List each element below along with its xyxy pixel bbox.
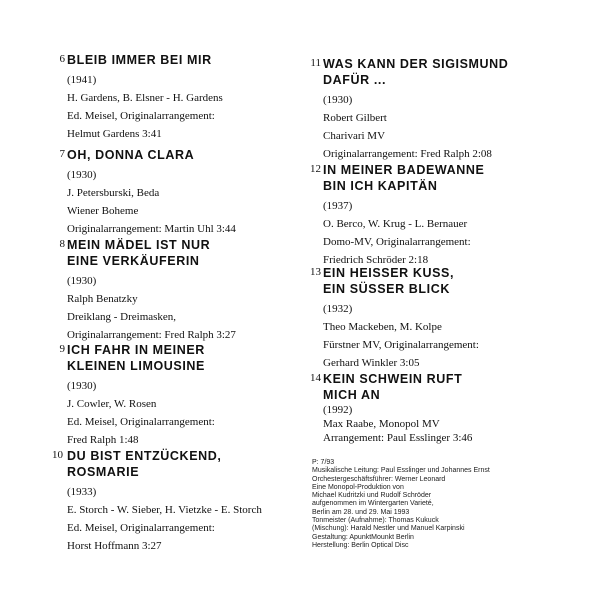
- track-credit: Originalarrangement: Fred Ralph 3:27: [67, 329, 236, 341]
- track-number: 12: [310, 163, 321, 175]
- track-year: (1933): [67, 486, 97, 498]
- track-8: [49, 237, 294, 344]
- track-title: [67, 237, 294, 269]
- track-title-line: MEIN MÄDEL IST NUR: [67, 238, 211, 252]
- track-credit: J. Cowler, W. Rosen: [67, 398, 157, 410]
- credit-line: Gestaltung: ApunktMounkt Berlin: [312, 533, 414, 541]
- credit-line: Musikalische Leitung: Paul Esslinger und Johannes Ernst: [312, 467, 490, 475]
- track-credit: Helmut Gardens 3:41: [67, 128, 162, 140]
- track-11: [305, 56, 595, 163]
- track-title-line: BLEIB IMMER BEI MIR: [67, 53, 212, 67]
- track-credit: Originalarrangement: Martin Uhl 3:44: [67, 223, 236, 235]
- credit-line: Michael Kudritzki und Rudolf Schröder: [312, 492, 432, 500]
- track-title-line: KEIN SCHWEIN RUFT: [323, 372, 463, 386]
- track-credit: Arrangement: Paul Esslinger 3:46: [323, 432, 473, 444]
- track-number: 14: [310, 372, 321, 384]
- track-credit: Dreiklang - Dreimasken,: [67, 311, 177, 323]
- track-credit: Theo Mackeben, M. Kolpe: [323, 321, 442, 333]
- track-credit: Horst Hoffmann 3:27: [67, 540, 162, 552]
- track-title-line: BIN ICH KAPITÄN: [323, 179, 438, 193]
- credit-line: (Mischung): Harald Nestler und Manuel Karpinski: [312, 525, 465, 533]
- track-title: [323, 56, 595, 88]
- track-number: 6: [59, 53, 65, 65]
- production-credits: [312, 459, 512, 550]
- track-credit: Ed. Meisel, Originalarrangement:: [67, 110, 215, 122]
- track-title: [323, 371, 595, 403]
- track-title-line: EINE VERKÄUFERIN: [67, 254, 200, 268]
- track-number: 10: [52, 449, 63, 461]
- track-credit: Fürstner MV, Originalarrangement:: [323, 339, 479, 351]
- track-year: (1932): [323, 303, 353, 315]
- track-title-line: IN MEINER BADEWANNE: [323, 163, 485, 177]
- track-credit: Gerhard Winkler 3:05: [323, 357, 420, 369]
- track-credit: Max Raabe, Monopol MV: [323, 418, 440, 430]
- track-title-line: EIN HEISSER KUSS,: [323, 266, 455, 280]
- track-year: (1992): [323, 404, 353, 416]
- track-title-line: EIN SÜSSER BLICK: [323, 282, 450, 296]
- track-credit: Wiener Boheme: [67, 205, 139, 217]
- track-credit: J. Petersburski, Beda: [67, 187, 160, 199]
- track-credit: Originalarrangement: Fred Ralph 2:08: [323, 148, 492, 160]
- track-title-line: ICH FAHR IN MEINER: [67, 343, 205, 357]
- credit-line: Berlin am 28. und 29. Mai 1993: [312, 508, 410, 516]
- track-title-line: OH, DONNA CLARA: [67, 148, 195, 162]
- track-year: (1930): [67, 169, 97, 181]
- track-title-line: DU BIST ENTZÜCKEND,: [67, 449, 222, 463]
- track-credit: Charivari MV: [323, 130, 386, 142]
- track-6: [49, 52, 294, 143]
- track-credit: Ed. Meisel, Originalarrangement:: [67, 416, 215, 428]
- credit-line: Tonmeister (Aufnahme): Thomas Kukuck: [312, 517, 439, 525]
- track-credit: H. Gardens, B. Elsner - H. Gardens: [67, 92, 223, 104]
- track-number: 8: [59, 238, 65, 250]
- track-title-line: KLEINEN LIMOUSINE: [67, 359, 205, 373]
- track-number: 11: [310, 57, 321, 69]
- track-title-line: MICH AN: [323, 388, 381, 402]
- credit-line: aufgenommen im Wintergarten Varieté,: [312, 500, 434, 508]
- track-credit: O. Berco, W. Krug - L. Bernauer: [323, 218, 468, 230]
- track-number: 7: [59, 148, 65, 160]
- track-number: 9: [59, 343, 65, 355]
- track-title: [323, 162, 595, 194]
- track-title: [67, 448, 294, 480]
- track-title-line: DAFÜR ...: [323, 73, 387, 87]
- track-title: [67, 147, 294, 163]
- track-7: [49, 147, 294, 238]
- track-title-line: WAS KANN DER SIGISMUND: [323, 57, 509, 71]
- track-12: [305, 162, 595, 269]
- track-credit: Friedrich Schröder 2:18: [323, 254, 429, 266]
- track-credit: Fred Ralph 1:48: [67, 434, 139, 446]
- credit-line: Orchestergeschäftsführer: Werner Leonard: [312, 475, 446, 483]
- credit-line: Eine Monopol-Produktion von: [312, 483, 404, 491]
- track-credit: Ralph Benatzky: [67, 293, 138, 305]
- track-credit: E. Storch - W. Sieber, H. Vietzke - E. Storch: [67, 504, 262, 516]
- track-10: [49, 448, 294, 555]
- credit-line: P: 7/93: [312, 459, 335, 466]
- credit-line: Herstellung: Berlin Optical Disc: [312, 541, 409, 549]
- track-title-line: ROSMARIE: [67, 465, 140, 479]
- track-13: [305, 265, 595, 372]
- track-credit: Domo-MV, Originalarrangement:: [323, 236, 471, 248]
- track-credit: Ed. Meisel, Originalarrangement:: [67, 522, 215, 534]
- track-year: (1937): [323, 200, 353, 212]
- track-title: [67, 342, 294, 374]
- track-9: [49, 342, 294, 449]
- track-title: [323, 265, 595, 297]
- track-14: [305, 371, 595, 445]
- track-title: [67, 52, 294, 68]
- track-credit: Robert Gilbert: [323, 112, 387, 124]
- track-year: (1930): [323, 94, 353, 106]
- track-number: 13: [310, 266, 321, 278]
- track-year: (1941): [67, 74, 97, 86]
- track-year: (1930): [67, 275, 97, 287]
- track-year: (1930): [67, 380, 97, 392]
